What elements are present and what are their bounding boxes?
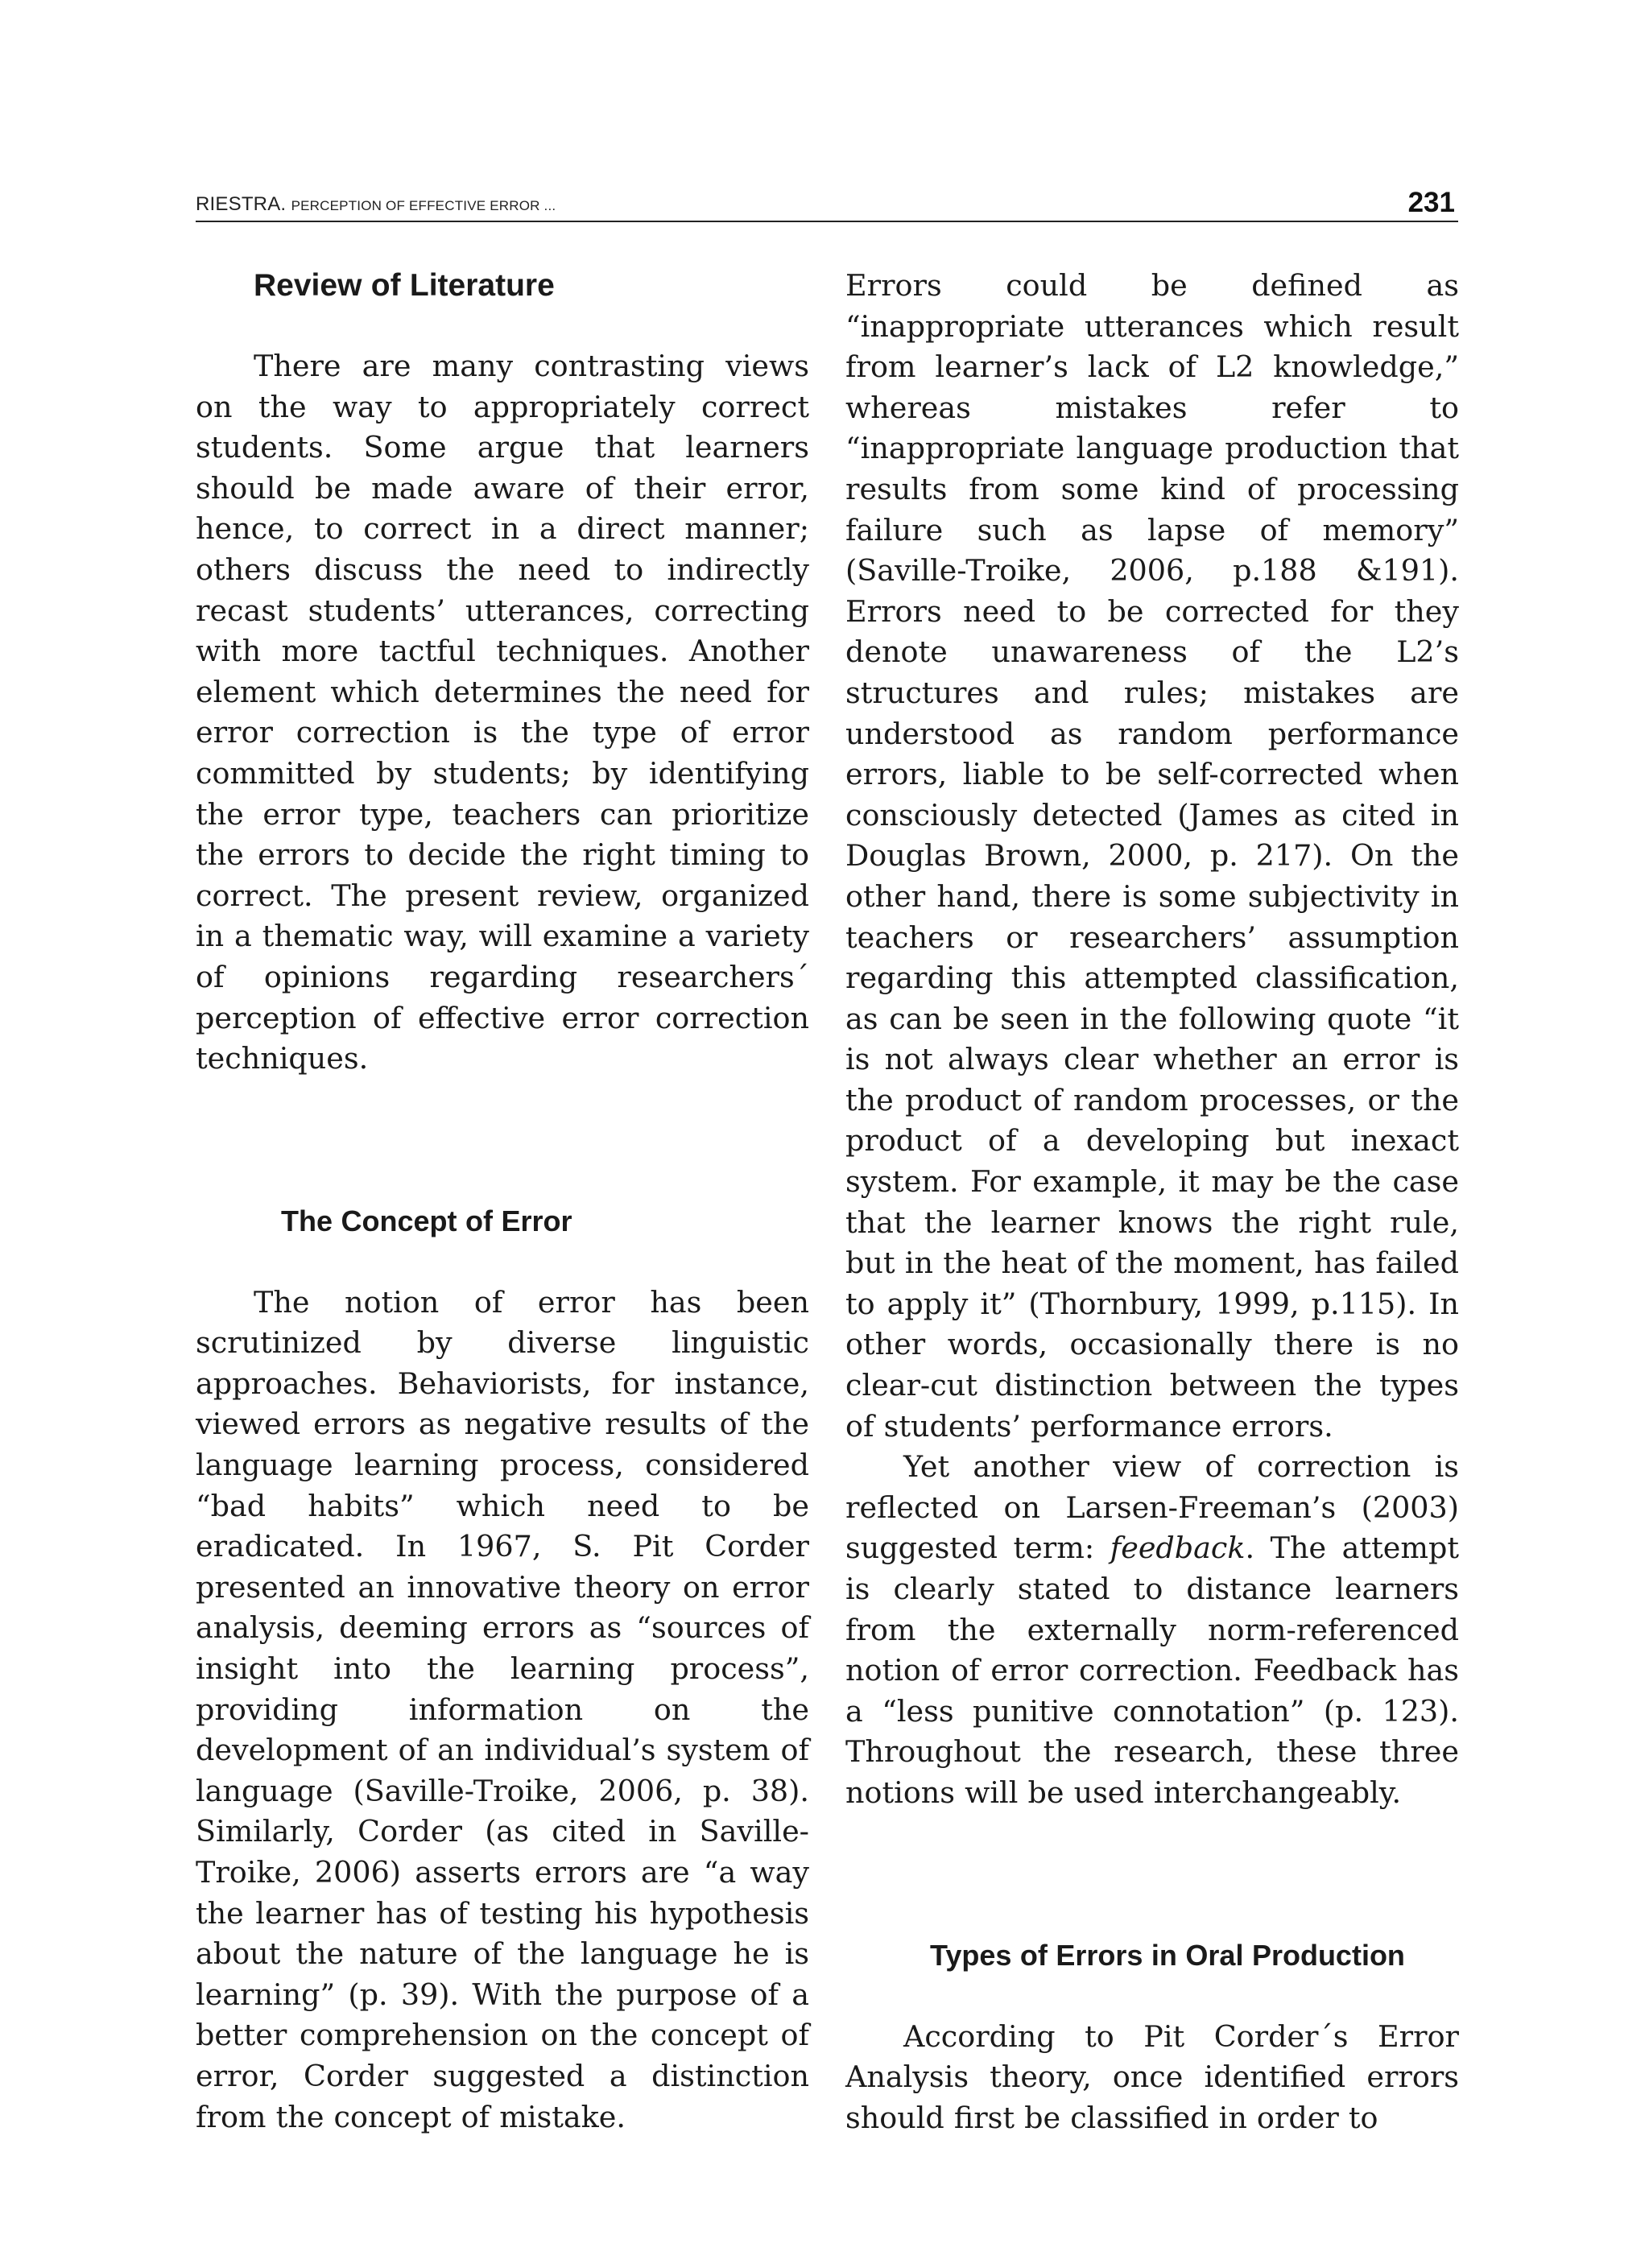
left-column bbox=[196, 266, 809, 2138]
section-heading-review: Review of Literature bbox=[254, 268, 555, 303]
running-title bbox=[196, 193, 556, 216]
section-gap-right bbox=[845, 1814, 1459, 1935]
feedback-text-before: Yet another view of correction is reflected on Larsen-Freeman’s (2003) suggested term: bbox=[845, 1449, 1459, 1566]
feedback-text-after: . The attempt is clearly stated to distance learners from the externally norm-referenced notion of error correction. Feedback has a “less punitive connotation” (p. 123). Throughout the research, these three notions will be used interchangeably. bbox=[845, 1531, 1459, 1810]
right-column bbox=[845, 266, 1459, 2138]
concept-paragraph: The notion of error has been scrutinized by diverse linguistic approaches. Behaviorists, for instance, viewed errors as negative results of the language learning process, considered “bad habits” which need to be eradicated. In 1967, S. Pit Corder presented an innovative theory on error analysis, deeming errors as “sources of insight into the learning process”, providing information on the development of an individual’s system of language (Saville-Troike, 2006, p. 38). Similarly, Corder (as cited in Saville-Troike, 2006) asserts errors are “a way the learner has of testing his hypothesis about the nature of the language he is learning” (p. 39). With the purpose of a better comprehension on the concept of error, Corder suggested a distinction from the concept of mistake. bbox=[196, 1284, 809, 2134]
section-gap bbox=[196, 1080, 809, 1201]
header-title: PERCEPTION OF EFFECTIVE ERROR ... bbox=[291, 198, 556, 213]
subsection-heading-types: Types of Errors in Oral Production bbox=[930, 1938, 1405, 1972]
intro-paragraph: There are many contrasting views on the way to appropriately correct students. Some argue that learners should be made aware of their error, hence, to correct in a direct manner; others discuss the need to indirectly recast students’ utterances, correcting with more tactful techniques. Another element which determines the need for error correction is the type of error committed by students; by identifying the error type, teachers can prioritize the errors to decide the right timing to correct. The present review, organized in a thematic way, will examine a variety of opinions regarding researchers´ perception of effective error correction techniques. bbox=[196, 349, 809, 1076]
running-header bbox=[196, 187, 1458, 222]
page-number: 231 bbox=[1407, 187, 1455, 218]
subsection-heading-concept: The Concept of Error bbox=[281, 1204, 572, 1237]
header-author: RIESTRA. bbox=[196, 193, 287, 215]
continued-paragraph: Errors could be defined as “inappropriate utterances which result from learner’s lack of L2 knowledge,” whereas mistakes refer to “inappropriate language production that results from some kind of processing failure such as lapse of memory” (Saville-Troike, 2006, p.188 &191). Errors need to be corrected for they denote unawareness of the L2’s structures and rules; mistakes are understood as random performance errors, liable to be self-corrected when consciously detected (James as cited in Douglas Brown, 2000, p. 217). On the other hand, there is some subjectivity in teachers or researchers’ assumption regarding this attempted classification, as can be seen in the following quote “it is not always clear whether an error is the product of random processes, or the product of a developing but inexact system. For example, it may be the case that the learner knows the right rule, but in the heat of the moment, has failed to apply it” (Thornbury, 1999, p.115). In other words, occasionally there is no clear-cut distinction between the types of students’ performance errors. bbox=[845, 268, 1459, 1444]
types-paragraph: According to Pit Corder´s Error Analysis theory, once identified errors should first be classified in order to bbox=[845, 2018, 1459, 2135]
feedback-term: feedback bbox=[1110, 1531, 1246, 1566]
feedback-paragraph bbox=[845, 1447, 1459, 1813]
